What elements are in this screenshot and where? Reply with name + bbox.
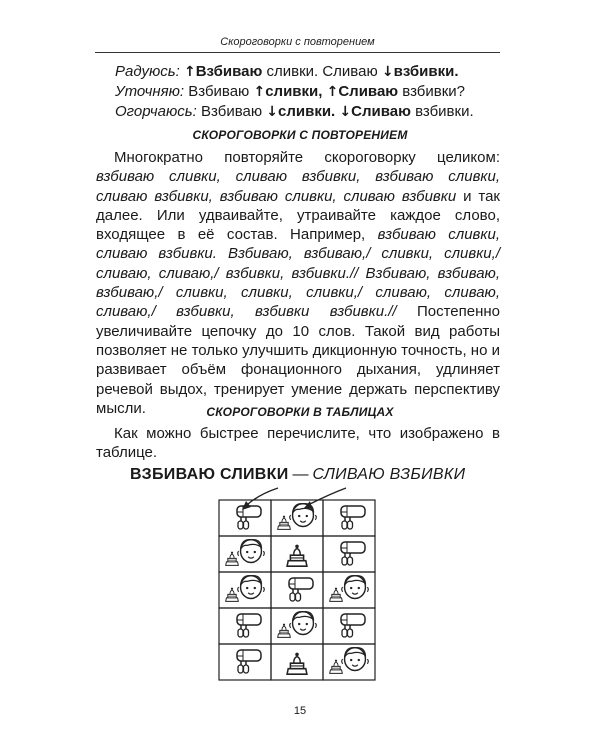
paragraph-repetition: Многократно повторяйте скороговорку целиком: взбиваю сливки, сливаю взбивки, взбиваю сливки, сливаю взбивки, взбиваю сливки, сливаю взбивки и так далее. Или удваивайте, утраивайте каждое слово, входящее в её состав. Например, взбиваю сливки, сливаю взбивки. Взбиваю, взбиваю,/ сливки, сливки,/ сливаю, сливаю,/ взбивки, взбивки.// Взбиваю, взбиваю, взбиваю,/ сливки, сливки, сливки,/ сливаю, сливаю, сливаю,/ взбивки, взбивки взбивки.// Постепенно увеличивайте цепочку до 10 слов. Такой вид работы позволяет не только улучшить дикционную точность, но и развивает объём фонационного дыхания, удлиняет речевой выдох, тренирует умение держать перспективу мысли. — [96, 149, 500, 417]
arrow-down-icon: ↓ — [381, 64, 394, 80]
boy-cake-icon — [278, 504, 317, 530]
mixer-icon — [341, 542, 365, 565]
boy-cake-icon — [330, 648, 369, 674]
mixer-icon — [289, 578, 313, 601]
intonation-sorrow: Огорчаюсь: Взбиваю ↓сливки. ↓Сливаю взбивки. — [115, 103, 474, 120]
section-title-tables: СКОРОГОВОРКИ В ТАБЛИЦАХ — [206, 405, 394, 419]
table-caption: ВЗБИВАЮ СЛИВКИ — СЛИВАЮ ВЗБИВКИ — [130, 466, 466, 483]
mixer-icon — [341, 506, 365, 529]
mixer-icon — [341, 614, 365, 637]
cake-icon — [287, 653, 307, 675]
arrow-up-icon: ↑ — [326, 84, 339, 100]
mixer-icon — [237, 650, 261, 673]
cake-icon — [287, 545, 307, 567]
intonation-examples — [115, 62, 515, 122]
page-number: 15 — [293, 705, 307, 717]
header-rule — [95, 52, 500, 53]
arrow-down-icon: ↓ — [266, 104, 279, 120]
boy-cake-icon — [278, 612, 317, 638]
mixer-icon — [237, 506, 261, 529]
mixer-icon — [237, 614, 261, 637]
arrow-up-icon: ↑ — [253, 84, 266, 100]
intonation-clarify: Уточняю: Взбиваю ↑сливки, ↑Сливаю взбивки? — [115, 83, 466, 100]
running-title: Скороговорки с повторением — [220, 36, 375, 48]
boy-cake-icon — [330, 576, 369, 602]
picture-table — [190, 480, 420, 690]
section-title-repetition: СКОРОГОВОРКИ С ПОВТОРЕНИЕМ — [192, 128, 408, 142]
arrow-up-icon: ↑ — [183, 64, 196, 80]
arrow-down-icon: ↓ — [339, 104, 352, 120]
boy-cake-icon — [226, 576, 265, 602]
paragraph-tables: Как можно быстрее перечислите, что изображено в таблице. — [96, 425, 500, 462]
intonation-joy: Радуюсь: ↑Взбиваю сливки. Сливаю ↓взбивки. — [115, 63, 459, 80]
boy-cake-icon — [226, 540, 265, 566]
